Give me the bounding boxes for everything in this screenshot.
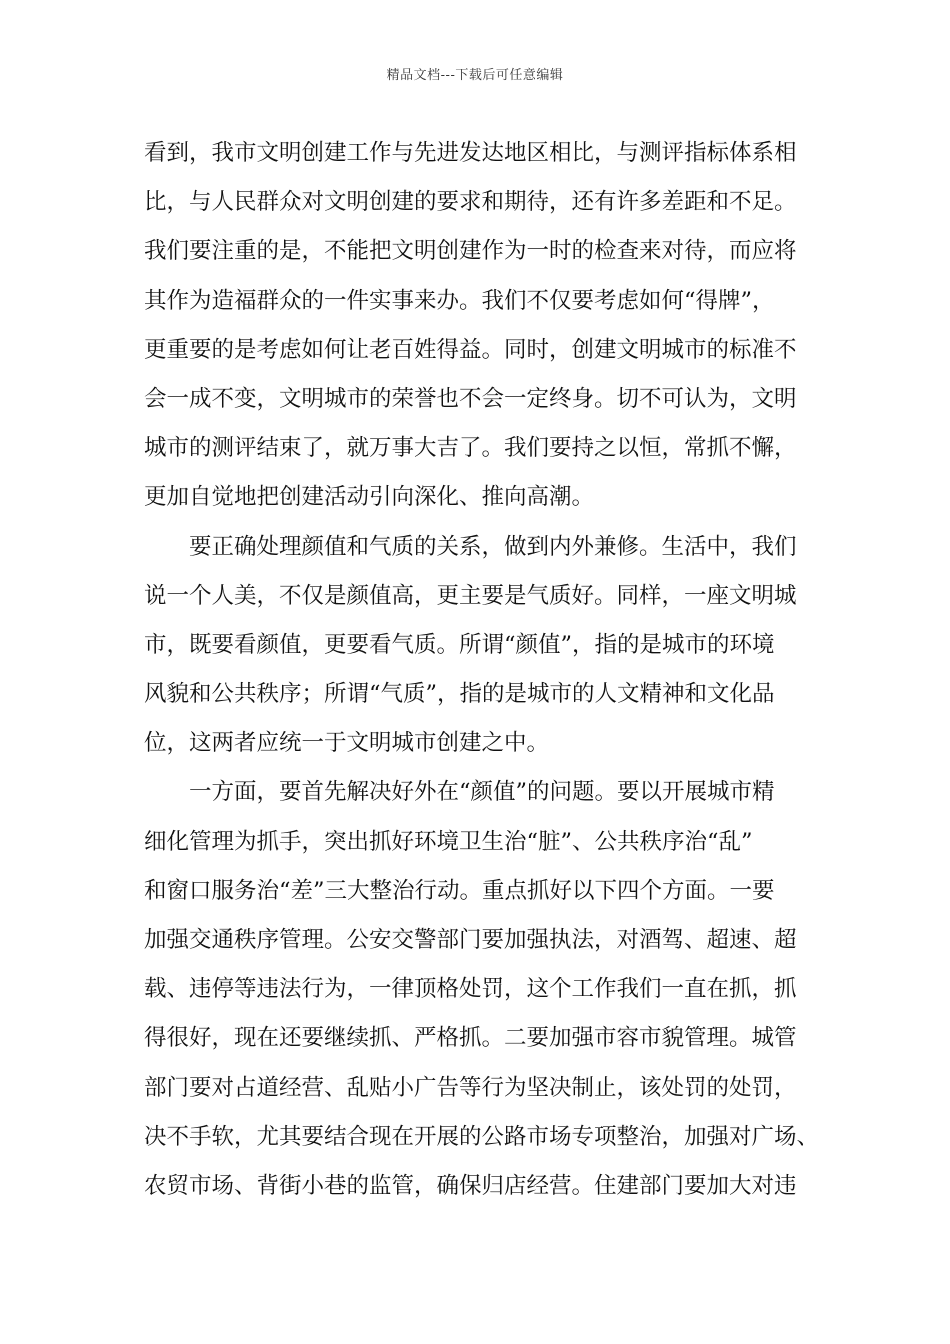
paragraph — [144, 768, 834, 1211]
text-line: 加强交通秩序管理。公安交警部门要加强执法，对酒驾、超速、超 — [144, 927, 797, 953]
text-line: 载、违停等违法行为，一律顶格处罚，这个工作我们一直在抓，抓 — [144, 976, 797, 1003]
paragraph — [144, 129, 834, 523]
text-line: 其作为造福群众的一件实事来办。我们不仅要考虑如何“得牌”， — [144, 287, 775, 314]
text-line: 更重要的是考虑如何让老百姓得益。同时，创建文明城市的标准不 — [144, 336, 797, 363]
text-line: 要正确处理颜值和气质的关系，做到内外兼修。生活中，我们 — [189, 533, 797, 560]
text-line: 看到，我市文明创建工作与先进发达地区相比，与测评指标体系相 — [144, 140, 797, 166]
page-header: 精品文档---下载后可任意编辑 — [386, 68, 564, 83]
text-line: 部门要对占道经营、乱贴小广告等行为坚决制止，该处罚的处罚， — [144, 1074, 797, 1101]
text-line: 说一个人美，不仅是颜值高，更主要是气质好。同样，一座文明城 — [144, 582, 797, 609]
text-line: 和窗口服务治“差”三大整治行动。重点抓好以下四个方面。一要 — [144, 877, 775, 904]
text-line: 会一成不变，文明城市的荣誉也不会一定终身。切不可认为，文明 — [144, 385, 797, 412]
text-line: 市，既要看颜值，更要看气质。所谓“颜值”，指的是城市的环境 — [144, 631, 775, 658]
text-line: 比，与人民群众对文明创建的要求和期待，还有许多差距和不足。 — [144, 189, 797, 216]
text-line: 风貌和公共秩序；所谓“气质”，指的是城市的人文精神和文化品 — [144, 681, 775, 708]
text-line: 得很好，现在还要继续抓、严格抓。二要加强市容市貌管理。城管 — [144, 1025, 797, 1052]
text-line: 一方面，要首先解决好外在“颜值”的问题。要以开展城市精 — [189, 779, 775, 806]
text-line: 位，这两者应统一于文明城市创建之中。 — [144, 730, 550, 757]
text-line: 城市的测评结束了，就万事大吉了。我们要持之以恒，常抓不懈， — [144, 435, 797, 462]
text-line: 农贸市场、背街小巷的监管，确保归店经营。住建部门要加大对违 — [144, 1172, 797, 1199]
text-line: 更加自觉地把创建活动引向深化、推向高潮。 — [144, 484, 595, 511]
paragraph — [144, 523, 834, 769]
text-line: 决不手软，尤其要结合现在开展的公路市场专项整治，加强对广场、 — [144, 1123, 820, 1150]
document-body — [144, 129, 834, 1211]
text-line: 我们要注重的是，不能把文明创建作为一时的检查来对待，而应将 — [144, 238, 797, 265]
text-line: 细化管理为抓手，突出抓好环境卫生治“脏”、公共秩序治“乱” — [144, 828, 753, 855]
